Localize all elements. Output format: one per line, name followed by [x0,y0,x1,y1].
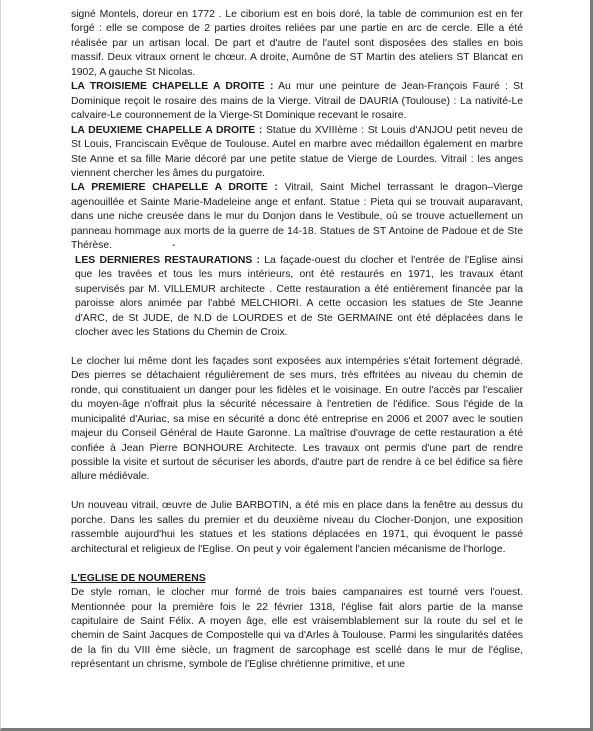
noumerens-heading-line [71,572,523,586]
third-chapel-heading: LA TROISIEME CHAPELLE A DROITE : [71,81,274,93]
first-chapel-paragraph [71,181,523,253]
bell-tower-paragraph: Le clocher lui même dont les façades sont exposées aux intempéries s'était fortement dégradé. Des pierres se détachaient régulièrement de ses murs, très effritées au niveau du chemin de ronde, qui constituaient un danger pour les fidèles et le voisinage. En outre l'accès par l'escalier du moyen-âge n'offrait plus la sécurité nécessaire à l'entretien de l'édifice. Sous l'égide de la municipalité d'Auriac, sa mise en sécurité a donc été entreprise en 2006 et 2007 avec le soutien majeur du Conseil Général de Haute Garonne. La maîtrise d'ouvrage de cette restauration a été confiée à Jean Pierre BONHOURE Architecte. Les travaux ont permis d'une part de rendre possible la visite et surtout de sécuriser les abords, d'autre part de rendre à ce bel édifice sa fière allure médiévale. [71,355,523,483]
second-chapel-heading: LA DEUXIEME CHAPELLE A DROITE : [71,124,263,136]
first-chapel-heading: LA PREMIERE CHAPELLE A DROITE : [71,182,278,194]
stained-glass-paragraph: Un nouveau vitrail, œuvre de Julie BARBOTIN, a été mis en place dans la fenêtre au dessus du porche. Dans les salles du premier et du deuxième niveau du Clocher-Donjon, une exposition rassemble aujourd'hui les statues et les stations déplacées en 1971, qui évoquent le passé architectural et religieux de l'Eglise. On peut y voir également l'ancien mécanisme de l'horloge. [71,500,523,555]
choir-paragraph: signé Montels, doreur en 1772 . Le ciborium est en bois doré, la table de communion est en fer forgé : elle se compose de 2 parties droites reliées par une partie en arc de cercle. Elle a été réalisée par un artisan local. De part et d'autre de l'autel sont disposées des stalles en bois massif. Deux vitraux ornent le chœur. A droite, Aumône de ST Martin des ateliers ST Blancat en 1902, A gauche St Nicolas. [71,9,523,78]
noumerens-heading: L'EGLISE DE NOUMERENS [71,572,206,584]
restorations-text: La façade-ouest du clocher et l'entrée de l'Eglise ainsi que les travées et tous les murs intérieurs, ont été restaurés en 1971, les travaux étant supervisés par M. VILLEMUR architecte . Cette restauration a été entièrement financée par la paroisse alors animée par l'abbé MELCHIORI. A cette occasion les statues de Ste Jeanne d'ARC, de St JUDE, de N.D de LOURDES et de Ste GERMAINE ont été déplacées dans le clocher avec les Stations du Chemin de Croix. [75,254,523,338]
third-chapel-text: Au mur une peinture de Jean-François Fauré : St Dominique reçoit le rosaire des mains de la Vierge. Vitrail de DAURIA (Toulouse) : La nativité-Le calvaire-Le couronnement de la Vierge-St Dominique recevant le rosaire. [71,81,524,122]
second-chapel-text: Statue du XVIIIème : St Louis d'ANJOU petit neveu de St Louis, Franciscain Evêque de Toulouse. Autel en marbre avec médaillon également en marbre Ste Anne et sa fille Marie décoré par une petite statue de Vierge de Lourdes. Vitrail : les anges viennent chercher les âmes du purgatoire. [71,124,523,179]
noumerens-paragraph: De style roman, le clocher mur formé de trois baies campanaires est tourné vers l'ouest. Mentionnée pour la première fois le 22 février 1318, l'église fait alors partie de la manse capitulaire de Saint Félix. A moyen âge, elle est vraisemblablement sur la route du sel et le chemin de Saint Jacques de Compostelle qui va d'Arles à Toulouse. Parmi les singularités datées de la fin du VIII ème siècle, un fragment de sarcophage est scellé dans le mur de l'église, représentant un chrisme, symbole de l'Eglise chrétienne primitive, et une [71,587,523,671]
paragraph-gap [71,485,523,499]
stray-dash: - [172,240,176,252]
restorations-paragraph [71,254,523,341]
first-chapel-text: Vitrail, Saint Michel terrassant le dragon–Vierge agenouillée et Sainte Marie-Madeleine ange et enfant. Statue : Pieta qui se trouvait auparavant, dans une niche creusée dans le mur du Donjon dans le Vestibule, où se trouve actuellement un panneau hommage aux morts de la guerre de 14-18. Statues de ST Antoine de Padoue et de Ste Thérèse. [71,182,523,252]
restorations-heading: LES DERNIERES RESTAURATIONS : [75,254,261,266]
third-chapel-paragraph [71,80,523,123]
document-body [71,8,523,673]
second-chapel-paragraph [71,124,523,182]
paragraph-gap [71,557,523,571]
paragraph-gap [71,340,523,354]
